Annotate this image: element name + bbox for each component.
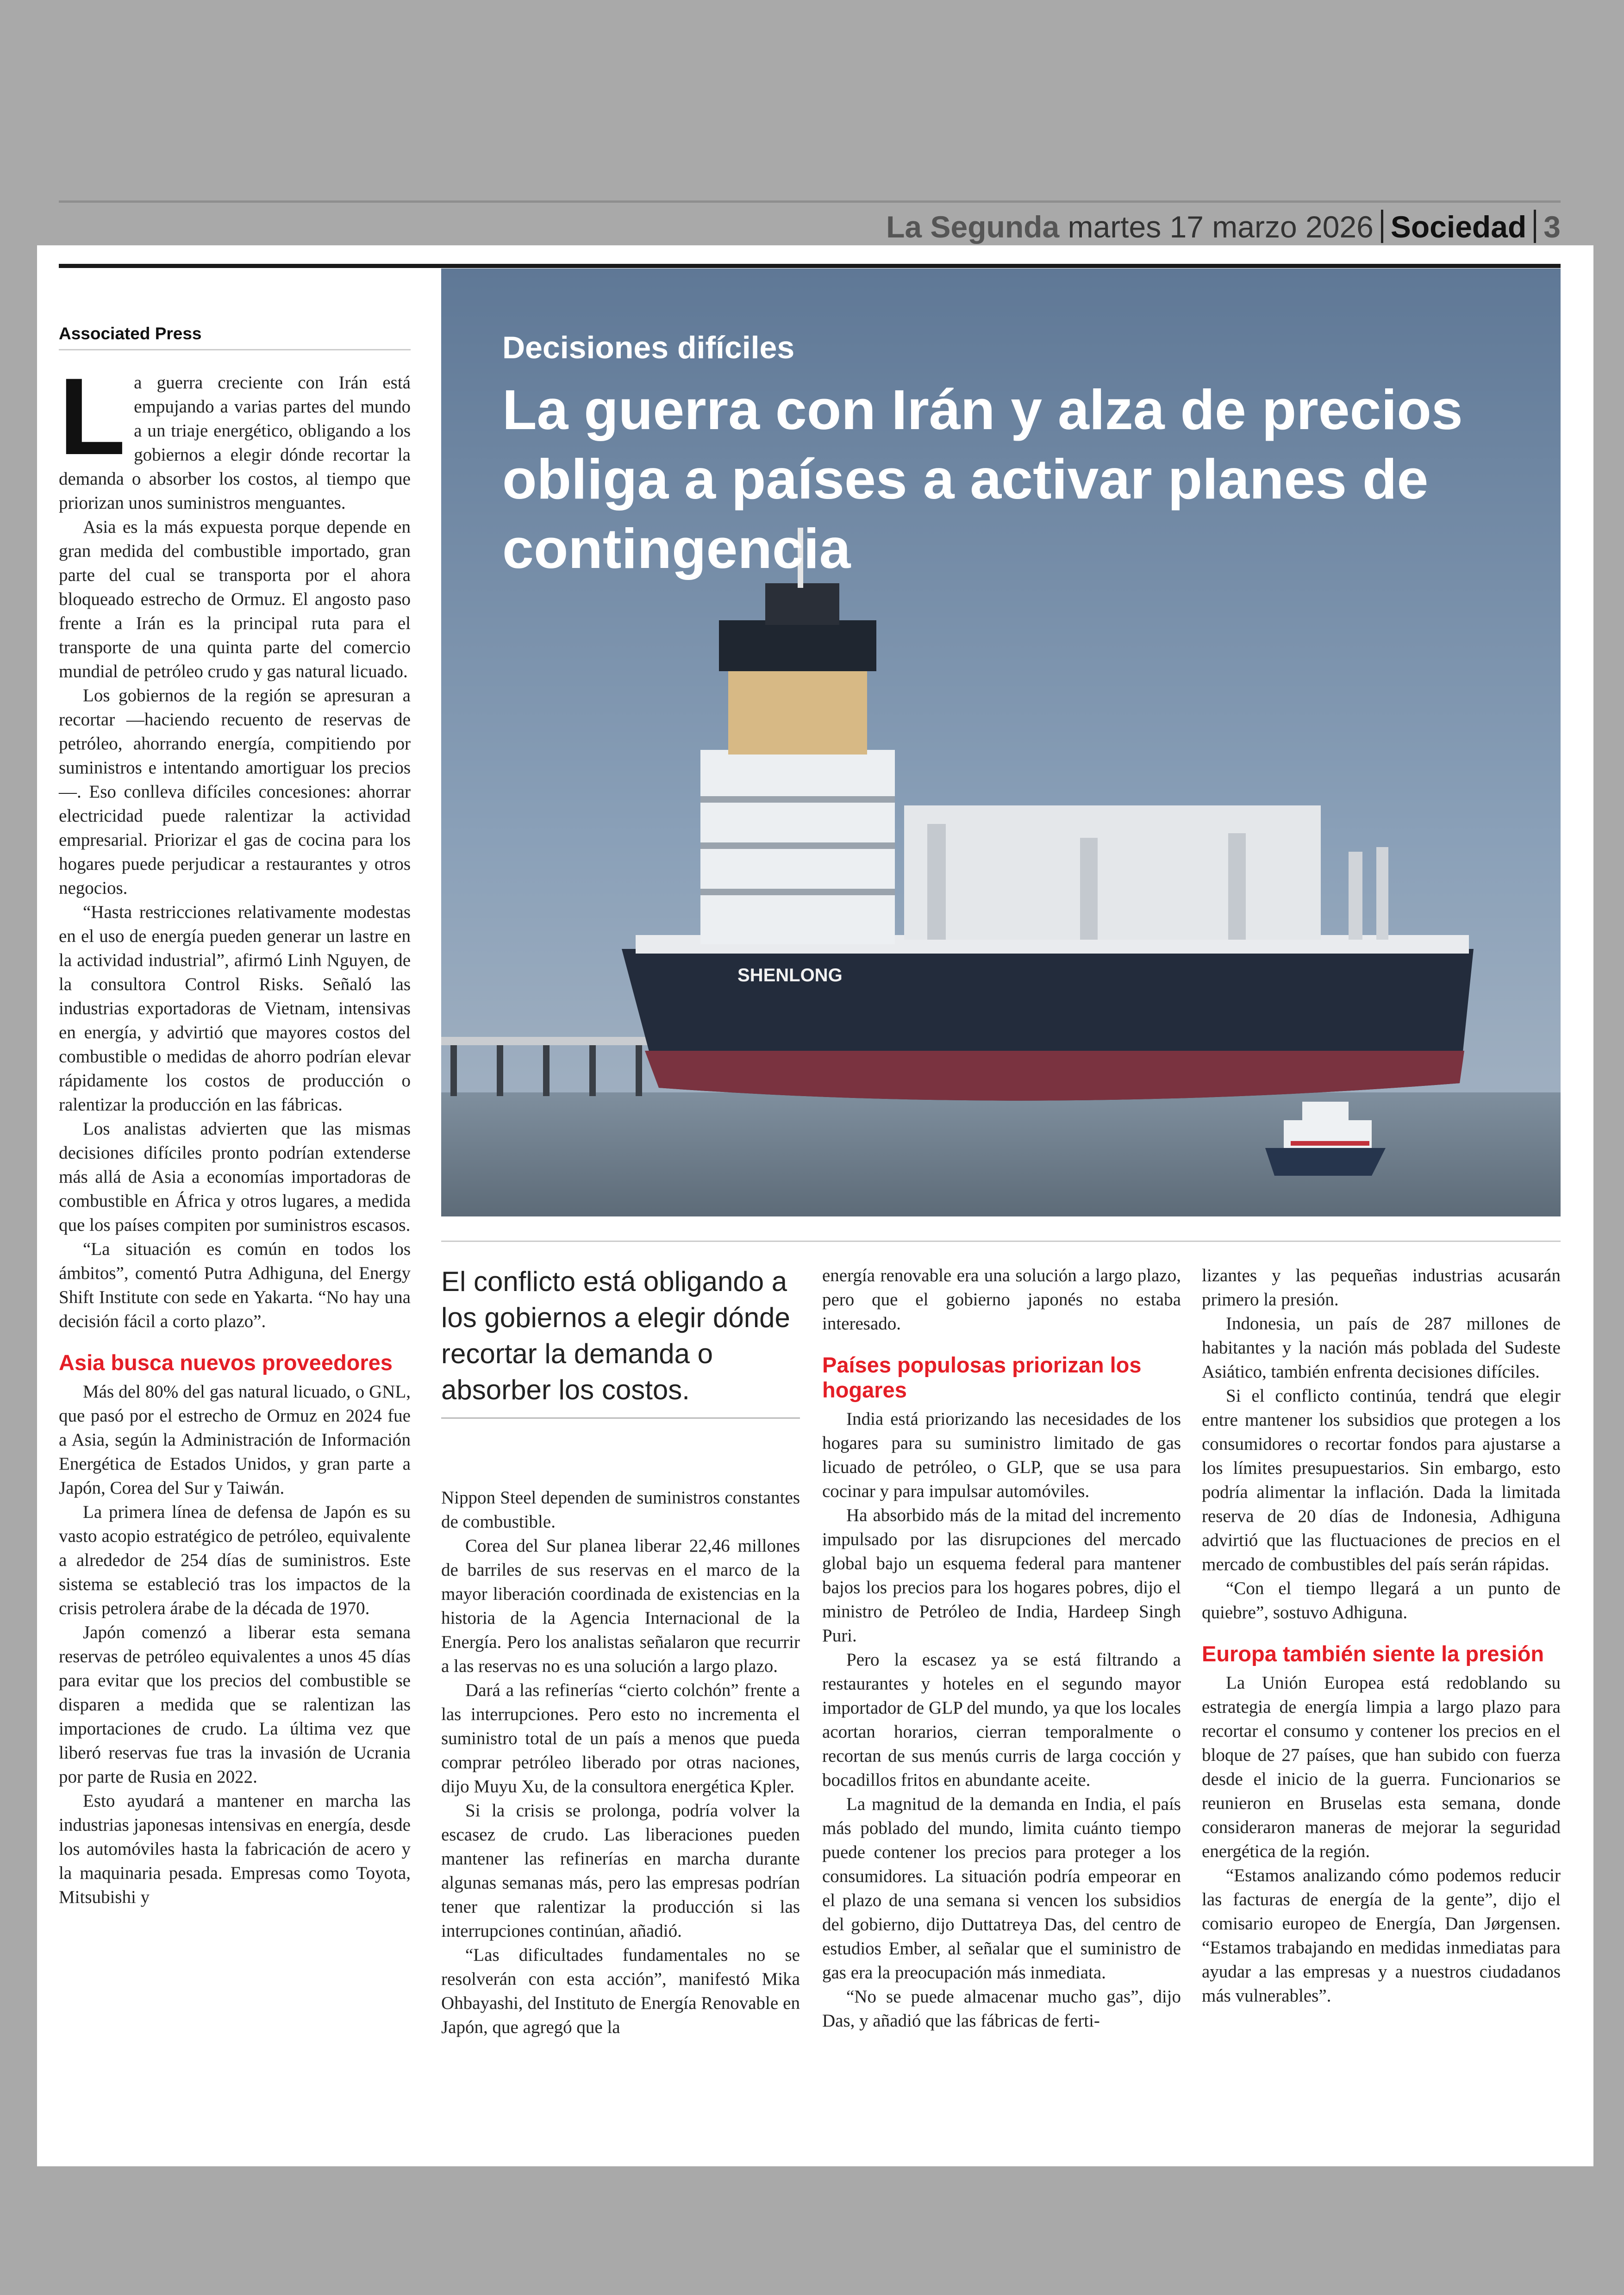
paragraph: Los gobiernos de la región se apresuran a recortar —haciendo recuento de reservas de petróleo, ahorrando energía, compitiendo por suministros e intentando amortiguar los precios—. Eso conlleva difíciles concesiones: ahorrar electricidad puede ralentizar la actividad empresarial. Priorizar el gas de cocina para los hogares puede perjudicar a restaurantes y otros negocios.: [59, 686, 411, 898]
paragraph: “No se puede almacenar mucho gas”, dijo Das, y añadió que las fábricas de ferti-: [822, 1987, 1181, 2031]
paragraph: Más del 80% del gas natural licuado, o GNL, que pasó por el estrecho de Ormuz en 2024 fue a Asia, según la Administración de Información Energética de Estados Unidos, y gran parte a Japón, Corea del Sur y Taiwán.: [59, 1382, 411, 1498]
paragraph: Dará a las refinerías “cierto colchón” frente a las interrupciones. Pero esto no incrementa el suministro total de un país a menos que pueda comprar petróleo liberado por otras naciones, dijo Muyu Xu, de la consultora energética Kpler.: [441, 1680, 800, 1796]
drop-cap: L: [59, 355, 126, 478]
lead-column: [59, 324, 411, 1909]
paragraph: La primera línea de defensa de Japón es su vasto acopio estratégico de petróleo, equivalente a alrededor de 254 días de suministros. Este sistema se estableció tras los impactos de la crisis petrolera árabe de la década de 1970.: [59, 1502, 411, 1618]
top-rule: [59, 264, 1561, 268]
subheading-paises: Países populosas priorizan los hogares: [822, 1353, 1142, 1402]
page-number: 3: [1543, 210, 1561, 244]
paragraph: Corea del Sur planea liberar 22,46 millones de barriles de sus reservas en el marco de la mayor liberación coordinada de existencias en la historia de la Agencia Internacional de la Energía. Pero los analistas señalaron que recurrir a las reservas no es una solución a largo plazo.: [441, 1536, 800, 1676]
paragraph: Esto ayudará a mantener en marcha las industrias japonesas intensivas en energía, desde los automóviles hasta la fabricación de acero y la maquinaria pesada. Empresas como Toyota, Mitsubishi y: [59, 1791, 411, 1907]
column-4: [1202, 1264, 1561, 2008]
pull-quote: El conflicto está obligando a los gobiernos a elegir dónde recortar la demanda o absorber los costos.: [441, 1264, 800, 1419]
masthead: [59, 208, 1561, 245]
lead-text: a guerra creciente con Irán está empujando a varias partes del mundo a un triaje energético, obligando a los gobiernos a elegir dónde recortar la demanda o absorber los costos, al tiempo que priorizan unos suministros menguantes.: [59, 373, 411, 513]
paragraph: La Unión Europea está redoblando su estrategia de energía limpia a largo plazo para recortar el consumo y contener los precios en el bloque de 27 países, que han subido con fuerza desde el inicio de la guerra. Funcionarios se reunieron en Bruselas esta semana, donde consideraron maneras de mejorar la seguridad energética de la región.: [1202, 1673, 1561, 1861]
paragraph: Nippon Steel dependen de suministros constantes de combustible.: [441, 1488, 800, 1532]
paragraph: “Las dificultades fundamentales no se resolverán con esta acción”, manifestó Mika Ohbayashi, del Instituto de Energía Renovable en Japón, que agregó que la: [441, 1945, 800, 2037]
paragraph: Asia es la más expuesta porque depende en gran medida del combustible importado, gran parte del cual se transporta por el ahora bloqueado estrecho de Ormuz. El angosto paso frente a Irán es la principal ruta para el transporte de una quinta parte del comercio mundial de petróleo crudo y gas natural licuado.: [59, 517, 411, 681]
paragraph: Si el conflicto continúa, tendrá que elegir entre mantener los subsidios que protegen a los consumidores o recortar fondos para ajustarse a los límites presupuestarios. Sin embargo, esto podría alimentar la inflación. Dada la limitada reserva de 20 días de Indonesia, Adhiguna advirtió que las fluctuaciones de precios en el mercado de combustibles del país serán rápidas.: [1202, 1386, 1561, 1574]
paragraph: “La situación es común en todos los ámbitos”, comentó Putra Adhiguna, del Energy Shift Institute con sede en Yakarta. “No hay una decisión fácil a corto plazo”.: [59, 1239, 411, 1331]
paragraph: Si la crisis se prolonga, podría volver la escasez de crudo. Las liberaciones pueden mantener las refinerías en marcha durante algunas semanas más, pero las empresas podrían tener que ralentizar la producción si las interrupciones continúan, añadió.: [441, 1801, 800, 1941]
issue-date: martes 17 marzo 2026: [1068, 210, 1374, 244]
paragraph: Los analistas advierten que las mismas decisiones difíciles pronto podrían extenderse más allá de Asia a economías importadoras de combustible en África y otros lugares, a medida que los países compiten por suministros escasos.: [59, 1119, 411, 1235]
byline: Associated Press: [59, 324, 411, 350]
newspaper-page: [37, 245, 1593, 2166]
paragraph: “Con el tiempo llegará a un punto de quiebre”, sostuvo Adhiguna.: [1202, 1578, 1561, 1622]
paragraph: “Hasta restricciones relativamente modestas en el uso de energía pueden generar un lastre en la actividad industrial”, afirmó Linh Nguyen, de la consultora Control Risks. Señaló las industrias exportadoras de Vietnam, intensivas en energía, y advirtió que mayores costos del combustible o medidas de ahorro podrían elevar rápidamente los costos de producción o ralentizar la producción en las fábricas.: [59, 902, 411, 1115]
paragraph: Japón comenzó a liberar esta semana reservas de petróleo equivalentes a unos 45 días para evitar que los precios del combustible se disparen a medida que se ralentizan las importaciones de crudo. La última vez que liberó reservas fue tras la invasión de Ucrania por parte de Rusia en 2022.: [59, 1622, 411, 1787]
kicker: Decisiones difíciles: [502, 330, 795, 365]
masthead-separator: [1534, 210, 1536, 243]
subheading-europa: Europa también siente la presión: [1202, 1641, 1544, 1666]
newspaper-brand: La Segunda: [886, 210, 1060, 244]
section-name: Sociedad: [1390, 210, 1527, 244]
subheading-asia: Asia busca nuevos proveedores: [59, 1350, 393, 1375]
masthead-rule: [59, 200, 1561, 203]
photo-divider: [441, 1241, 1561, 1242]
masthead-separator: [1381, 210, 1383, 243]
column-3: [822, 1264, 1181, 2033]
paragraph: energía renovable era una solución a largo plazo, pero que el gobierno japonés no estaba interesado.: [822, 1266, 1181, 1334]
paragraph: lizantes y las pequeñas industrias acusarán primero la presión.: [1202, 1266, 1561, 1310]
column-2: [441, 1264, 800, 2037]
ship-name: SHENLONG: [737, 965, 843, 985]
lead-paragraph: [59, 355, 411, 515]
paragraph: Indonesia, un país de 287 millones de habitantes y la nación más poblada del Sudeste Asiático, también enfrenta decisiones difíciles.: [1202, 1314, 1561, 1382]
paragraph: La magnitud de la demanda en India, el país más poblado del mundo, limita cuánto tiempo puede contener los precios para proteger a los consumidores. La situación podría empeorar en el plazo de una semana si vencen los subsidios del gobierno, dijo Duttatreya Das, del centro de estudios Ember, al señalar que el suministro de gas era la preocupación más inmediata.: [822, 1794, 1181, 1983]
paragraph: India está priorizando las necesidades de los hogares para su suministro limitado de gas licuado de petróleo, o GLP, que se usa para cocinar y para impulsar automóviles.: [822, 1409, 1181, 1501]
paragraph: “Estamos analizando cómo podemos reducir las facturas de energía de la gente”, dijo el comisario europeo de Energía, Dan Jørgensen. “Estamos trabajando en medidas inmediatas para ayudar a las empresas y a nuestros ciudadanos más vulnerables”.: [1202, 1865, 1561, 2006]
lead-photo: [441, 268, 1561, 1216]
paragraph: Pero la escasez ya se está filtrando a restaurantes y hoteles en el segundo mayor importador de GLP del mundo, ya que los locales acortan horarios, cierran temporalmente o recortan de sus menús curris de larga cocción y bocadillos fritos en abundante aceite.: [822, 1650, 1181, 1790]
headline: La guerra con Irán y alza de precios obliga a países a activar planes de contingencia: [502, 378, 1463, 580]
paragraph: Ha absorbido más de la mitad del incremento impulsado por las disrupciones del mercado global bajo un esquema federal para mantener bajos los precios para los hogares pobres, dijo el ministro de Petróleo de India, Hardeep Singh Puri.: [822, 1505, 1181, 1646]
